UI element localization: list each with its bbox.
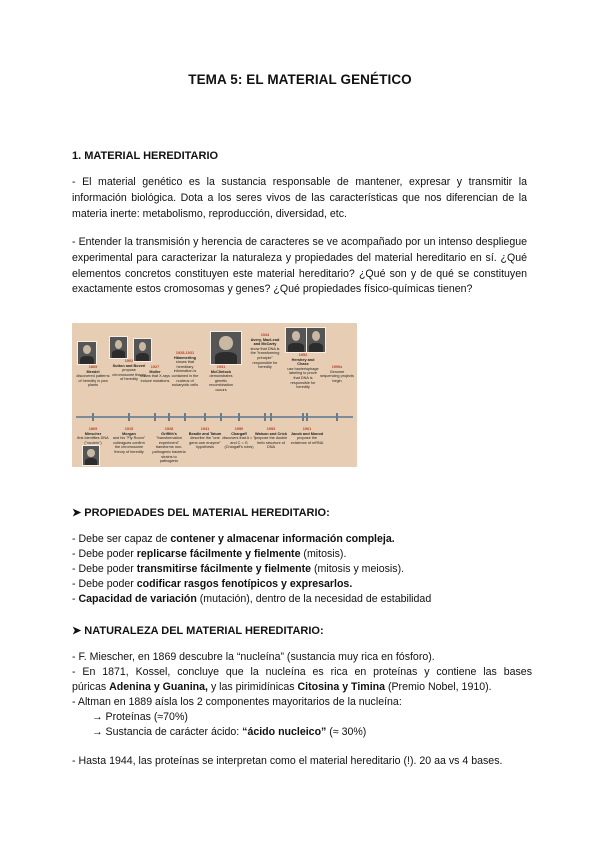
timeline-tick xyxy=(204,413,206,421)
timeline-event xyxy=(76,365,110,388)
event-name: Mendel xyxy=(86,369,100,374)
event-name: Miescher xyxy=(84,431,102,436)
timeline-tick xyxy=(92,413,94,421)
event-year: 1961 xyxy=(302,427,312,431)
event-name: Chargaff xyxy=(231,431,247,436)
timeline-event xyxy=(286,353,320,390)
event-text: propose the existence of mRNA xyxy=(290,436,324,445)
event-year: 1928-1931 xyxy=(175,351,195,355)
event-year: 1869 xyxy=(88,427,98,431)
event-year: 1865 xyxy=(88,365,98,369)
event-text: shows that hereditary information is contained in the nucleus of eukaryotic cells xyxy=(171,360,199,388)
event-year: 1990s xyxy=(331,365,343,369)
timeline-event xyxy=(152,427,186,464)
timeline-tick xyxy=(184,413,186,421)
event-name: Griffith's xyxy=(161,431,177,436)
property-item: - Capacidad de variación (mutación), dentro de la necesidad de estabilidad xyxy=(72,593,432,605)
hasta-1944-line: - Hasta 1944, las proteínas se interpretan como el material hereditario (!). 20 aa vs 4 bases. xyxy=(72,755,503,767)
proteinas-line: → Proteínas (≈70%) xyxy=(92,711,188,723)
event-text: use bacteriophage labeling to prove that DNA is responsible for heredity xyxy=(287,366,319,390)
acido-nucleico-line: → Sustancia de carácter ácido: “ácido nucleico” (≈ 30%) xyxy=(92,726,367,738)
event-year: 1928 xyxy=(164,427,174,431)
event-text: shows that X-rays induce mutations xyxy=(139,374,171,383)
genetics-timeline-figure xyxy=(72,323,357,467)
timeline-event xyxy=(76,427,110,445)
property-item: - Debe poder codificar rasgos fenotípicos y expresarlos. xyxy=(72,578,353,590)
event-text: propose chromosome theory of heredity xyxy=(112,368,146,382)
timeline-event xyxy=(138,365,172,383)
timeline-event xyxy=(204,365,238,393)
page-title: TEMA 5: EL MATERIAL GENÉTICO xyxy=(188,72,412,87)
event-text: show that DNA is the "transforming principle" responsible for heredity xyxy=(250,346,280,370)
event-name: Jacob and Monod xyxy=(290,431,324,436)
event-name: Morgan xyxy=(122,431,136,436)
property-item: - Debe ser capaz de contener y almacenar información compleja. xyxy=(72,533,395,545)
timeline-tick xyxy=(302,413,304,421)
timeline-tick xyxy=(168,413,170,421)
timeline-event xyxy=(320,365,354,383)
event-year: 1944 xyxy=(260,333,270,337)
section-heading-propiedades: ➤ PROPIEDADES DEL MATERIAL HEREDITARIO: xyxy=(72,507,330,519)
event-year: 1952 xyxy=(298,353,308,357)
section-heading-material-hereditario: 1. MATERIAL HEREDITARIO xyxy=(72,150,219,162)
timeline-tick xyxy=(270,413,272,421)
timeline-tick xyxy=(306,413,308,421)
scientist-portrait xyxy=(285,327,307,353)
event-year: 1931 xyxy=(216,365,226,369)
scientist-portrait xyxy=(109,336,128,359)
timeline-axis xyxy=(76,416,353,418)
section-heading-naturaleza: ➤ NATURALEZA DEL MATERIAL HEREDITARIO: xyxy=(72,625,324,637)
altman-line: - Altman en 1889 aísla los 2 componentes mayoritarios de la nucleína: xyxy=(72,696,402,708)
event-name: Hämmerling xyxy=(174,355,196,360)
timeline-tick xyxy=(128,413,130,421)
event-text: propose the double helix structure of DNA xyxy=(254,436,288,450)
timeline-tick xyxy=(238,413,240,421)
timeline-tick xyxy=(154,413,156,421)
event-name: Sutton and Boveri xyxy=(112,363,146,368)
timeline-event xyxy=(248,333,282,370)
event-year: 1950 xyxy=(234,427,244,431)
property-item: - Debe poder replicarse fácilmente y fielmente (mitosis). xyxy=(72,548,347,560)
event-name: McClintock xyxy=(210,369,232,374)
event-year: 1915 xyxy=(124,427,134,431)
scientist-portrait xyxy=(82,445,100,466)
event-year: 1902 xyxy=(124,359,134,363)
event-name: Hershey and Chase xyxy=(291,357,315,367)
event-name: Watson and Crick xyxy=(255,431,287,436)
kossel-line-2: púricas Adenina y Guanina, y las pirimidínicas Citosina y Timina (Premio Nobel, 1910). xyxy=(72,681,492,693)
event-text: Genome sequencing projects begin xyxy=(320,369,354,383)
event-year: 1941 xyxy=(200,427,210,431)
property-item: - Debe poder transmitirse fácilmente y fielmente (mitosis y meiosis). xyxy=(72,563,405,575)
timeline-event xyxy=(290,427,324,445)
paragraph-questions: - Entender la transmisión y herencia de caracteres se ve acompañado por un intenso despliegue experimental para caracterizar la naturaleza y propiedades del material hereditario en sí. ¿Qué elementos concretos constituyen este material hereditario? ¿Qué son y de qué se constituyen exactamente estos cromosomas y genes? ¿Qué propiedades físico-químicas tienen? xyxy=(72,236,527,296)
timeline-event xyxy=(188,427,222,450)
event-text: describe the "one gene-one enzyme" hypothesis xyxy=(189,436,221,450)
event-text: first identifies DNA ("nuclein") xyxy=(77,436,109,445)
timeline-tick xyxy=(264,413,266,421)
timeline-tick xyxy=(220,413,222,421)
event-name: Muller xyxy=(149,369,161,374)
kossel-line-1: - En 1871, Kossel, concluye que la nucleína es rica en proteínas y contiene las bases xyxy=(72,666,532,678)
timeline-event xyxy=(222,427,256,450)
event-text: "transformation experiment" transforms non-pathogenic bacteria strains to pathogenic xyxy=(152,436,186,464)
scientist-portrait xyxy=(77,341,97,365)
scientist-portrait xyxy=(210,331,242,365)
timeline-event xyxy=(254,427,288,450)
event-year: 1953 xyxy=(266,427,276,431)
event-year: 1927 xyxy=(150,365,160,369)
timeline-event xyxy=(168,351,202,388)
miescher-line: - F. Miescher, en 1869 descubre la “nucleína” (sustancia muy rica en fósforo). xyxy=(72,651,435,663)
event-text: discovered patterns of heredity in pea plants xyxy=(76,374,110,388)
paragraph-definition: - El material genético es la sustancia responsable de mantener, expresar y transmitir la información biológica. Dota a los seres vivos de las características que nos diferencian de la materia inerte: metabolismo, reproducción, diversidad, etc. xyxy=(72,176,527,220)
scientist-portrait xyxy=(306,327,326,353)
event-text: demonstrates genetic recombination occurs xyxy=(209,374,233,392)
event-name: Beadle and Tatum xyxy=(188,431,222,436)
event-text: and his "Fly Room" colleagues confirm the chromosome theory of heredity xyxy=(112,436,146,454)
timeline-tick xyxy=(336,413,338,421)
timeline-event xyxy=(112,427,146,455)
event-text: discovers that A = T and C = G (Chargaff's rules) xyxy=(222,436,256,450)
event-name: Avery, MacLeod and McCarty xyxy=(250,337,280,347)
